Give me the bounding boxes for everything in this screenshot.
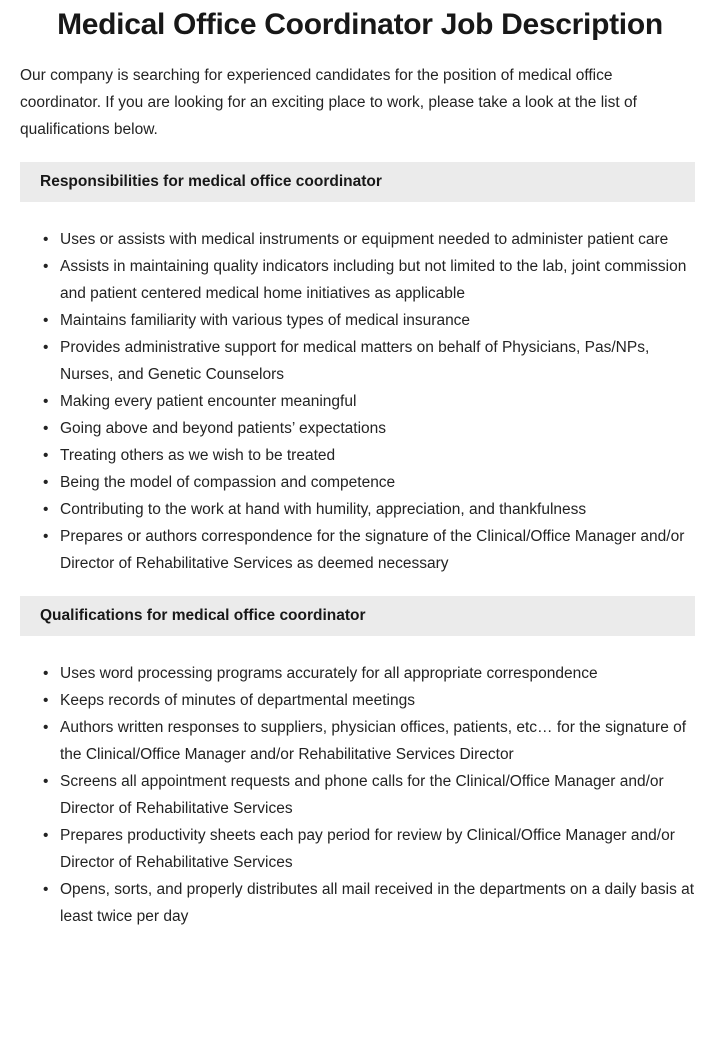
section-header-qualifications bbox=[20, 596, 695, 636]
responsibilities-list bbox=[0, 226, 696, 577]
list-item: • Treating others as we wish to be treated bbox=[60, 442, 696, 469]
list-item: • Maintains familiarity with various types of medical insurance bbox=[60, 307, 696, 334]
page-title: Medical Office Coordinator Job Description bbox=[57, 8, 663, 41]
document-page bbox=[0, 8, 720, 958]
list-item: • Contributing to the work at hand with humility, appreciation, and thankfulness bbox=[60, 496, 696, 523]
list-item: • Keeps records of minutes of departmental meetings bbox=[60, 687, 696, 714]
list-item: • Opens, sorts, and properly distributes all mail received in the departments on a daily basis at least twice per day bbox=[60, 876, 696, 930]
section-header-responsibilities-label: Responsibilities for medical office coordinator bbox=[40, 173, 382, 190]
section-header-responsibilities bbox=[20, 162, 695, 202]
list-item: • Assists in maintaining quality indicators including but not limited to the lab, joint commission and patient centered medical home initiatives as applicable bbox=[60, 253, 696, 307]
qualifications-list bbox=[0, 660, 696, 930]
list-item: • Uses word processing programs accurately for all appropriate correspondence bbox=[60, 660, 696, 687]
list-item: • Authors written responses to suppliers, physician offices, patients, etc… for the signature of the Clinical/Office Manager and/or Rehabilitative Services Director bbox=[60, 714, 696, 768]
list-item: • Going above and beyond patients’ expectations bbox=[60, 415, 696, 442]
list-item: • Provides administrative support for medical matters on behalf of Physicians, Pas/NPs, Nurses, and Genetic Counselors bbox=[60, 334, 696, 388]
list-item: • Prepares or authors correspondence for the signature of the Clinical/Office Manager and/or Director of Rehabilitative Services as deemed necessary bbox=[60, 523, 696, 577]
list-item: • Making every patient encounter meaningful bbox=[60, 388, 696, 415]
list-item: • Being the model of compassion and competence bbox=[60, 469, 696, 496]
list-item: • Prepares productivity sheets each pay period for review by Clinical/Office Manager and/or Director of Rehabilitative Services bbox=[60, 822, 696, 876]
list-item: • Screens all appointment requests and phone calls for the Clinical/Office Manager and/or Director of Rehabilitative Services bbox=[60, 768, 696, 822]
section-header-qualifications-label: Qualifications for medical office coordinator bbox=[40, 607, 366, 624]
intro-paragraph: Our company is searching for experienced candidates for the position of medical office coordinator. If you are looking for an exciting place to work, please take a look at the list of qualifications below. bbox=[20, 67, 637, 138]
list-item: • Uses or assists with medical instruments or equipment needed to administer patient care bbox=[60, 226, 696, 253]
